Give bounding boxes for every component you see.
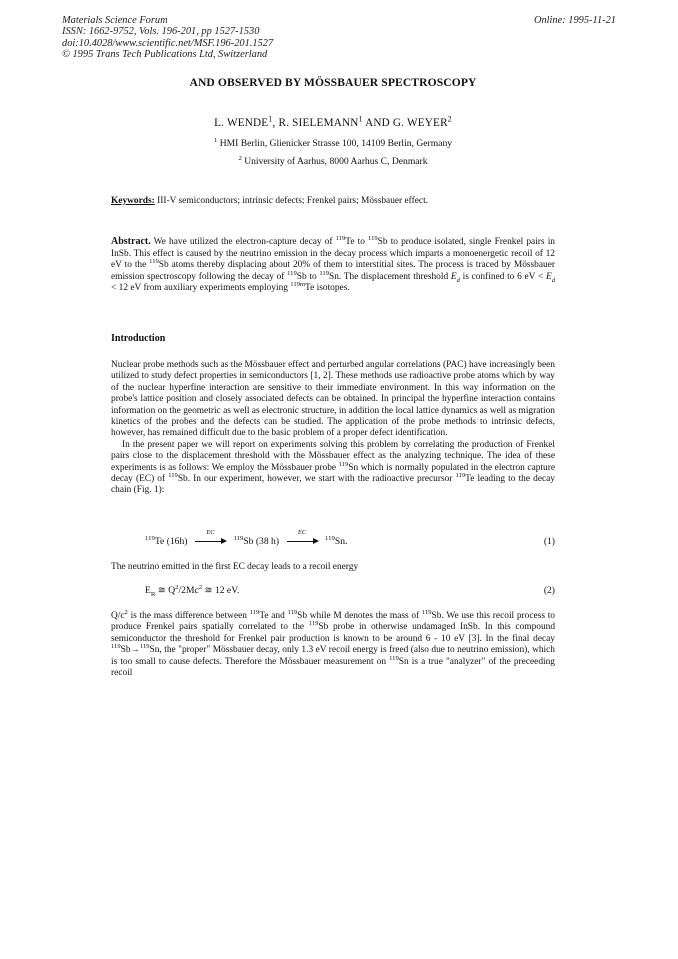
ec-arrow: [193, 529, 227, 547]
paragraph: Nuclear probe methods such as the Mössbauer effect and perturbed angular correlations (PAC) have increasingly been utilized to study defect properties in semiconductors [1, 2]. These methods use radioactive probe atoms which by way of the nuclear hyperfine interaction are sensitive to their immediate environment. In this way information on the probe's lattice position and closely associated defects can be obtained. In principal the hyperfine interaction contains information on the geometric as well as electronic structure, in addition the local lattice dynamics as well as migration kinetics of the probes and the defects can be studied. The application of the probe methods to intrinsic defects, however, has remained difficult due to the basic problem of a proper defect identification.: [111, 360, 555, 439]
journal-header: [62, 15, 273, 61]
paragraph-text: Sb. In our experiment, however, we start with the radioactive precursor: [177, 474, 456, 485]
author-list: [111, 114, 555, 129]
isotope-sup: 119: [308, 620, 319, 628]
arrow-icon: [287, 541, 317, 542]
nuclide: Sb (38 h): [243, 536, 280, 547]
keywords: [111, 196, 555, 206]
isotope-sup: 119: [139, 643, 150, 651]
isotope-sup: 119: [335, 234, 346, 242]
isotope-sup: 119: [249, 608, 260, 616]
journal-name: Materials Science Forum: [62, 15, 168, 26]
isotope-sup: 119: [368, 234, 378, 242]
affiliation-text: HMI Berlin, Glienicker Strasse 100, 14109 Berlin, Germany: [217, 138, 453, 149]
paragraph-text: is the mass difference between: [127, 611, 250, 621]
affiliation-sup: 1: [213, 136, 218, 144]
copyright-line: © 1995 Trans Tech Publications Ltd, Switzerland: [62, 49, 268, 61]
nuclide: Sn.: [334, 536, 348, 547]
paper-title: AND OBSERVED BY MÖSSBAUER SPECTROSCOPY: [189, 76, 477, 89]
abstract: [111, 236, 555, 295]
isotope-sup: 119: [455, 471, 466, 479]
isotope-sup: 119: [287, 269, 297, 277]
keywords-text: III-V semiconductors; intrinsic defects; Frenkel pairs; Mössbauer effect.: [154, 196, 429, 206]
abstract-text: Sn. The displacement threshold: [329, 271, 451, 282]
abstract-text: Te isotopes.: [305, 283, 350, 293]
paragraph-text: Sb probe in otherwise undamaged InSb. In this compound semiconductor the threshold for Frenkel pair production is known to be around 6 - 10 eV [3]. In the final decay: [111, 622, 556, 644]
doi-line: doi:10.4028/www.scientific.net/MSF.196-201.1527: [62, 37, 274, 49]
abstract-text: Sb atoms thereby displacing about 20% of them to interstitial sites. The process is traced by Mössbauer emission spectroscopy following the decay of: [111, 260, 555, 282]
symbol-sub: d: [551, 276, 555, 284]
isotope-sup: 119: [389, 654, 399, 662]
isotope-sup: 119: [287, 608, 298, 616]
abstract-text: Sb to produce isolated, single Frenkel pairs in InSb. This effect is caused by the neutrino emission in the decay process which imparts a monoenergetic recoil of 12 eV to the: [111, 237, 555, 270]
ec-label: EC: [206, 529, 215, 536]
paragraph-text: In the present paper we will report on experiments solving this problem by correlating the production of Frenkel pairs close to the displacement threshold with the Mössbauer effect as the analyzing technique. The idea of these experiments is as follows: We employ the Mössbauer probe: [111, 439, 555, 473]
ec-label: EC: [297, 529, 307, 536]
paragraph-text: Sn which is normally populated in the electron capture decay (EC) of: [111, 462, 555, 485]
isotope-sup: 119: [421, 608, 432, 616]
paragraph: [111, 440, 555, 497]
equation-number: (2): [543, 585, 555, 596]
paragraph: [111, 608, 556, 679]
abstract-text: is confined to 6 eV <: [459, 271, 546, 282]
author-sup: 2: [447, 114, 452, 124]
author-sup: 1: [268, 114, 273, 124]
affiliation-2: [111, 156, 555, 167]
isotope-sup: 119: [149, 257, 159, 265]
author-weyer: AND G. WEYER: [362, 117, 448, 129]
paragraph-text: Sb→: [120, 645, 140, 656]
exponent: 2: [124, 608, 128, 616]
paragraph-text: Q/c: [111, 611, 125, 621]
ec-arrow: [285, 529, 319, 547]
abstract-text: Te to: [345, 237, 369, 247]
decay-chain: [145, 529, 348, 547]
symbol-e: E: [145, 585, 151, 596]
symbol-sub: d: [456, 276, 460, 284]
symbol-sub: R: [150, 590, 156, 598]
abstract-label: Abstract.: [111, 236, 151, 247]
formula-text: /2Mc: [178, 585, 199, 596]
recoil-energy-formula: [145, 585, 239, 596]
paragraph-text: Te and: [259, 611, 288, 621]
isotope-sup: 119: [145, 534, 155, 542]
keywords-label: Keywords:: [111, 196, 155, 206]
equation-number: (1): [543, 536, 555, 547]
paragraph-text: Te leading to the decay chain (Fig. 1):: [111, 474, 555, 496]
formula-text: ≅ 12 eV.: [202, 585, 240, 596]
issn-line: ISSN: 1662-9752, Vols. 196-201, pp 1527-1530: [62, 26, 260, 38]
nuclide: Te (16h): [154, 536, 188, 547]
paragraph-text: Sb while M denotes the mass of: [297, 611, 422, 621]
isotope-sup: 119: [168, 471, 178, 479]
isotope-sup: 119: [111, 643, 121, 651]
symbol-e: E: [450, 271, 457, 282]
exponent: 2: [198, 583, 203, 591]
recoil-sentence: The neutrino emitted in the first EC decay leads to a recoil energy: [111, 562, 359, 572]
section-heading-introduction: Introduction: [111, 333, 166, 344]
exponent: 2: [175, 583, 179, 591]
author-sup: 1: [358, 114, 363, 124]
affiliation-sup: 2: [238, 154, 242, 162]
abstract-text: < 12 eV from auxiliary experiments employing: [111, 283, 291, 293]
body-continued: [111, 608, 556, 679]
isotope-sup: 119: [233, 534, 244, 542]
isotope-sup: 119m: [290, 280, 306, 288]
online-date: Online: 1995-11-21: [533, 15, 616, 26]
formula-text: ≅ Q: [155, 585, 176, 596]
arrow-icon: [195, 541, 225, 542]
paragraph-text: Sn, the "proper" Mössbauer decay, only 1.3 eV recoil energy is freed (also due to neutrino emission), which is too small to cause defects. Therefore the Mössbauer measurement on: [111, 645, 555, 667]
isotope-sup: 119: [319, 269, 329, 277]
paragraph-text: Sn is a true "analyzer" of the preceeding recoil: [111, 656, 555, 679]
abstract-text: We have utilized the electron-capture decay of: [150, 237, 336, 247]
paragraph-text: Sb. We use this recoil process to produce Frenkel pairs spatially correlated to the: [111, 611, 555, 633]
isotope-sup: 119: [338, 460, 349, 468]
affiliation-1: [111, 138, 555, 149]
isotope-sup: 119: [325, 534, 335, 542]
author-sielemann: , R. SIELEMANN: [272, 117, 359, 129]
abstract-text: Sb to: [296, 271, 320, 282]
affiliation-text: University of Aarhus, 8000 Aarhus C, Denmark: [241, 156, 428, 167]
introduction-body: [111, 360, 555, 497]
symbol-e: E: [545, 271, 552, 282]
author-wende: L. WENDE: [214, 117, 269, 129]
